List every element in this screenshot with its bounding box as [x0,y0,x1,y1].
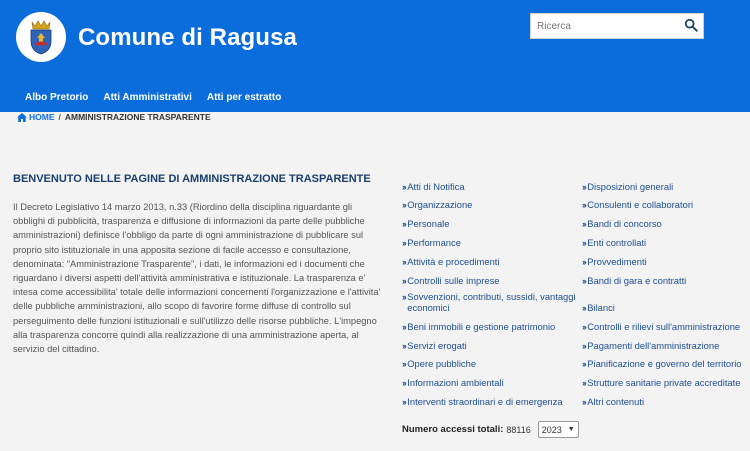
chevron-right-icon: ›› [582,321,586,332]
breadcrumb-home[interactable] [17,112,55,122]
link-enti-controllati[interactable]: ›› Enti controllati [582,237,647,248]
chevron-right-icon: ›› [402,358,406,369]
chevron-down-icon: ▼ [567,426,575,433]
site-title[interactable]: Comune di Ragusa [78,24,297,51]
breadcrumb-separator: / [58,112,61,122]
year-select-value: 2023 [541,424,562,435]
link-controlli-e-rilievi[interactable]: ›› Controlli e rilievi sull'amministrazione [582,321,741,332]
chevron-right-icon: ›› [582,275,586,286]
search-icon[interactable] [684,18,698,32]
link-disposizioni-generali[interactable]: ›› Disposizioni generali [582,181,674,192]
coat-of-arms-icon [26,19,56,55]
link-opere-pubbliche[interactable]: ›› Opere pubbliche [402,358,477,369]
nav-atti-per-estratto[interactable]: Atti per estratto [206,92,282,103]
access-counter-label: Numero accessi totali: [402,424,504,435]
chevron-right-icon: ›› [402,340,406,351]
nav-atti-amministrativi[interactable]: Atti Amministrativi [103,92,192,103]
link-atti-di-notifica[interactable]: ›› Atti di Notifica [402,181,465,192]
chevron-right-icon: ›› [402,256,406,267]
link-consulenti-e-collaboratori[interactable]: ›› Consulenti e collaboratori [582,199,694,210]
chevron-right-icon: ›› [402,218,406,229]
chevron-right-icon: ›› [402,275,406,286]
chevron-right-icon: ›› [402,377,406,388]
link-pagamenti[interactable]: ›› Pagamenti dell'amministrazione [582,340,720,351]
chevron-right-icon: ›› [402,291,406,302]
chevron-right-icon: ›› [582,340,586,351]
chevron-right-icon: ›› [582,302,586,313]
year-select[interactable] [538,421,579,438]
chevron-right-icon: ›› [582,218,586,229]
header [0,0,750,112]
link-bilanci[interactable]: ›› Bilanci [582,302,615,313]
chevron-right-icon: ›› [402,181,406,192]
breadcrumb [17,112,211,122]
link-informazioni-ambientali[interactable]: ›› Informazioni ambientali [402,377,504,388]
access-counter-value: 88116 [506,424,531,435]
chevron-right-icon: ›› [582,181,586,192]
access-counter [402,421,579,438]
link-strutture-sanitarie[interactable]: ›› Strutture sanitarie private accreditate [582,377,741,388]
link-beni-immobili[interactable]: ›› Beni immobili e gestione patrimonio [402,321,556,332]
link-sovvenzioni[interactable]: ›› Sovvenzioni, contributi, sussidi, vantaggi economici [402,291,576,313]
coat-of-arms-logo[interactable] [16,12,66,62]
chevron-right-icon: ›› [402,199,406,210]
breadcrumb-home-label: HOME [29,112,55,122]
home-icon [17,113,27,122]
link-personale[interactable]: ›› Personale [402,218,450,229]
nav-albo-pretorio[interactable]: Albo Pretorio [25,92,89,103]
link-servizi-erogati[interactable]: ›› Servizi erogati [402,340,467,351]
search-box [530,13,704,39]
intro-paragraph: Il Decreto Legislativo 14 marzo 2013, n.33 (Riordino della disciplina riguardante gli obblighi di pubblicità, trasparenza e diffusione di informazioni da parte delle pubbliche amministrazioni) definisce l'obbligo da parte di ogni amministrazione di pubblicare sul proprio sito istituzionale in una apposita sezione di facile accesso e consultazione, denominata: "Amministrazione Trasparente", i dati, le informazioni ed i documenti che riguardano i diversi aspetti dell'attività amministrativa e istituzionale. La trasparenza e' intesa come accessibilita' totale delle informazioni concernenti l'organizzazione e l'attivita' delle pubbliche amministrazioni, allo scopo di favorire forme diffuse di controllo sul perseguimento delle funzioni istituzionali e sull'utilizzo delle risorse pubbliche. L'impegno alla trasparenza concorre quindi alla realizzazione di una amministrazione aperta, al servizio del cittadino. [13,202,381,355]
link-organizzazione[interactable]: ›› Organizzazione [402,199,473,210]
chevron-right-icon: ›› [402,237,406,248]
chevron-right-icon: ›› [402,396,406,407]
link-altri-contenuti[interactable]: ›› Altri contenuti [582,396,645,407]
main-nav [25,92,296,103]
link-performance[interactable]: ›› Performance [402,237,461,248]
link-pianificazione[interactable]: ›› Pianificazione e governo del territorio [582,358,742,369]
chevron-right-icon: ›› [582,237,586,248]
search-input[interactable] [531,14,671,38]
chevron-right-icon: ›› [402,321,406,332]
link-bandi-di-gara[interactable]: ›› Bandi di gara e contratti [582,275,687,286]
link-attivita-e-procedimenti[interactable]: ›› Attività e procedimenti [402,256,500,267]
chevron-right-icon: ›› [582,358,586,369]
link-interventi-straordinari[interactable]: ›› Interventi straordinari e di emergenza [402,396,563,407]
link-controlli-sulle-imprese[interactable]: ›› Controlli sulle imprese [402,275,500,286]
chevron-right-icon: ›› [582,199,586,210]
chevron-right-icon: ›› [582,256,586,267]
page-title: BENVENUTO NELLE PAGINE DI AMMINISTRAZIONE TRASPARENTE [13,173,371,185]
breadcrumb-current: AMMINISTRAZIONE TRASPARENTE [64,112,211,122]
chevron-right-icon: ›› [582,377,586,388]
chevron-right-icon: ›› [582,396,586,407]
link-provvedimenti[interactable]: ›› Provvedimenti [582,256,647,267]
link-bandi-di-concorso[interactable]: ›› Bandi di concorso [582,218,662,229]
